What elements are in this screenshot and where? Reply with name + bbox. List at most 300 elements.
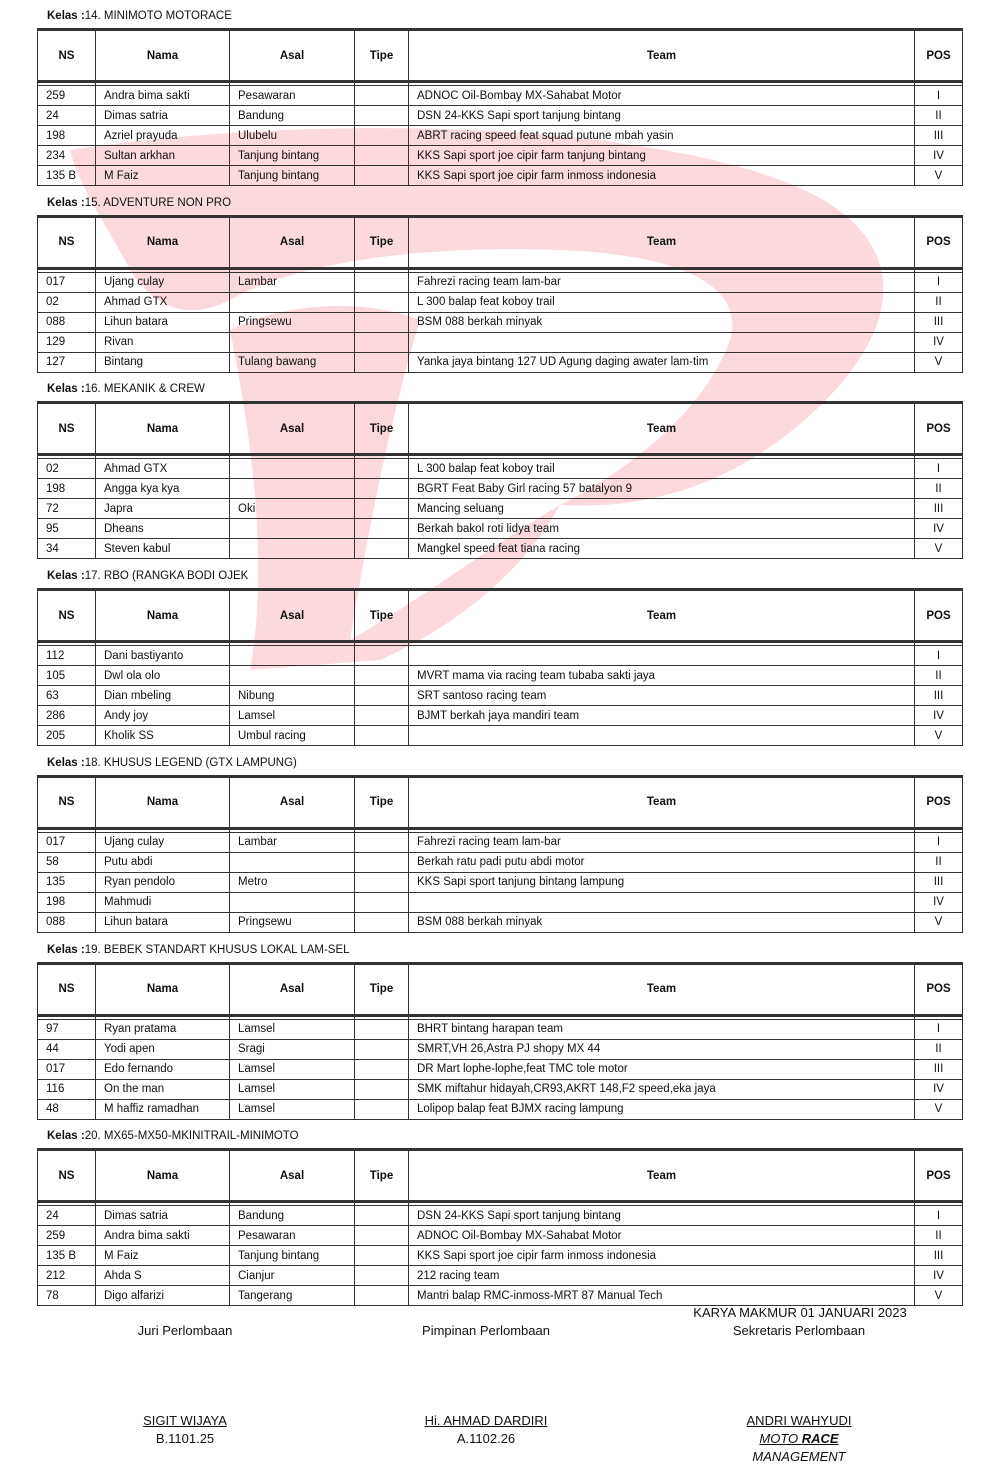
cell-tipe: [355, 706, 409, 726]
header-pos: POS: [915, 1150, 963, 1202]
cell-ns: 58: [38, 852, 96, 872]
cell-pos: V: [915, 539, 963, 559]
kelas-label: Kelas :: [47, 383, 85, 396]
cell-nama: Ujang culay: [96, 832, 230, 852]
cell-ns: 02: [38, 459, 96, 479]
cell-nama: Dwl ola olo: [96, 666, 230, 686]
cell-ns: 135: [38, 872, 96, 892]
cell-nama: Sultan arkhan: [96, 146, 230, 166]
header-team: Team: [409, 1150, 915, 1202]
cell-pos: I: [915, 272, 963, 292]
header-tipe: Tipe: [355, 590, 409, 642]
cell-ns: 127: [38, 352, 96, 372]
header-ns: NS: [38, 1150, 96, 1202]
cell-pos: V: [915, 166, 963, 186]
section-title: [47, 570, 248, 582]
table-row: [38, 332, 963, 352]
cell-tipe: [355, 332, 409, 352]
cell-pos: I: [915, 459, 963, 479]
kelas-name: 20. MX65-MX50-MKINITRAIL-MINIMOTO: [84, 1130, 299, 1143]
cell-asal: Metro: [230, 872, 355, 892]
cell-pos: III: [915, 312, 963, 332]
header-asal: Asal: [230, 216, 355, 268]
table-row: [38, 292, 963, 312]
cell-team: BJMT berkah jaya mandiri team: [409, 706, 915, 726]
kelas-name: 19. BEBEK STANDART KHUSUS LOKAL LAM-SEL: [84, 943, 350, 956]
cell-ns: 198: [38, 479, 96, 499]
cell-ns: 259: [38, 1226, 96, 1246]
cell-team: BGRT Feat Baby Girl racing 57 batalyon 9: [409, 479, 915, 499]
cell-tipe: [355, 539, 409, 559]
header-nama: Nama: [96, 216, 230, 268]
table-row: [38, 706, 963, 726]
cell-asal: Tanjung bintang: [230, 146, 355, 166]
cell-ns: 259: [38, 86, 96, 106]
header-asal: Asal: [230, 403, 355, 455]
cell-asal: [230, 666, 355, 686]
cell-pos: III: [915, 499, 963, 519]
cell-team: KKS Sapi sport tanjung bintang lampung: [409, 872, 915, 892]
header-ns: NS: [38, 590, 96, 642]
cell-nama: Dian mbeling: [96, 686, 230, 706]
cell-nama: Mahmudi: [96, 892, 230, 912]
table-header-row: [38, 216, 963, 268]
cell-nama: Yodi apen: [96, 1039, 230, 1059]
header-tipe: Tipe: [355, 216, 409, 268]
cell-asal: Oki: [230, 499, 355, 519]
cell-team: ADNOC Oil-Bombay MX-Sahabat Motor: [409, 1226, 915, 1246]
cell-tipe: [355, 292, 409, 312]
header-pos: POS: [915, 963, 963, 1015]
table-row: [38, 852, 963, 872]
cell-tipe: [355, 912, 409, 932]
cell-tipe: [355, 312, 409, 332]
cell-tipe: [355, 1039, 409, 1059]
cell-nama: Kholik SS: [96, 726, 230, 746]
header-asal: Asal: [230, 776, 355, 828]
cell-asal: Bandung: [230, 106, 355, 126]
cell-ns: 105: [38, 666, 96, 686]
cell-ns: 02: [38, 292, 96, 312]
cell-team: BSM 088 berkah minyak: [409, 312, 915, 332]
cell-ns: 017: [38, 1059, 96, 1079]
table-row: [38, 666, 963, 686]
cell-asal: Pesawaran: [230, 86, 355, 106]
cell-nama: Putu abdi: [96, 852, 230, 872]
cell-nama: Digo alfarizi: [96, 1286, 230, 1306]
header-team: Team: [409, 30, 915, 82]
cell-pos: III: [915, 1059, 963, 1079]
header-team: Team: [409, 776, 915, 828]
cell-asal: [230, 539, 355, 559]
results-table: [37, 962, 963, 1120]
table-row: [38, 872, 963, 892]
cell-ns: 95: [38, 519, 96, 539]
cell-asal: Lambar: [230, 832, 355, 852]
table-row: [38, 1206, 963, 1226]
kelas-label: Kelas :: [47, 10, 85, 22]
cell-tipe: [355, 1246, 409, 1266]
cell-tipe: [355, 892, 409, 912]
cell-tipe: [355, 1079, 409, 1099]
cell-team: [409, 892, 915, 912]
cell-team: Fahrezi racing team lam-bar: [409, 832, 915, 852]
cell-asal: Cianjur: [230, 1266, 355, 1286]
header-tipe: Tipe: [355, 776, 409, 828]
table-header-row: [38, 1150, 963, 1202]
table-header-row: [38, 403, 963, 455]
cell-asal: Lamsel: [230, 1019, 355, 1039]
cell-tipe: [355, 646, 409, 666]
cell-tipe: [355, 272, 409, 292]
cell-pos: V: [915, 1099, 963, 1119]
cell-ns: 78: [38, 1286, 96, 1306]
cell-nama: Dimas satria: [96, 1206, 230, 1226]
table-row: [38, 832, 963, 852]
cell-pos: II: [915, 666, 963, 686]
cell-pos: I: [915, 86, 963, 106]
table-row: [38, 892, 963, 912]
cell-asal: Tangerang: [230, 1286, 355, 1306]
results-table: [37, 215, 963, 373]
kelas-label: Kelas :: [47, 196, 85, 209]
header-ns: NS: [38, 216, 96, 268]
cell-asal: Tulang bawang: [230, 352, 355, 372]
cell-ns: 205: [38, 726, 96, 746]
cell-nama: Rivan: [96, 332, 230, 352]
cell-tipe: [355, 499, 409, 519]
cell-tipe: [355, 1226, 409, 1246]
cell-nama: Steven kabul: [96, 539, 230, 559]
cell-asal: Lamsel: [230, 706, 355, 726]
cell-tipe: [355, 146, 409, 166]
sekretaris-name: ANDRI WAHYUDI: [746, 1413, 852, 1428]
cell-tipe: [355, 166, 409, 186]
table-row: [38, 1059, 963, 1079]
cell-asal: [230, 892, 355, 912]
table-row: [38, 912, 963, 932]
cell-pos: III: [915, 126, 963, 146]
cell-ns: 48: [38, 1099, 96, 1119]
cell-nama: Azriel prayuda: [96, 126, 230, 146]
cell-ns: 112: [38, 646, 96, 666]
pimpinan-title: Pimpinan Perlombaan: [422, 1323, 550, 1338]
cell-tipe: [355, 479, 409, 499]
cell-asal: [230, 479, 355, 499]
cell-ns: 24: [38, 1206, 96, 1226]
header-ns: NS: [38, 403, 96, 455]
header-pos: POS: [915, 590, 963, 642]
cell-ns: 017: [38, 832, 96, 852]
cell-ns: 135 B: [38, 166, 96, 186]
cell-asal: Umbul racing: [230, 726, 355, 746]
cell-pos: V: [915, 912, 963, 932]
cell-pos: IV: [915, 892, 963, 912]
cell-pos: II: [915, 292, 963, 312]
section-title: [47, 197, 231, 209]
table-row: [38, 1286, 963, 1306]
header-team: Team: [409, 963, 915, 1015]
cell-pos: IV: [915, 146, 963, 166]
table-row: [38, 459, 963, 479]
cell-asal: [230, 292, 355, 312]
section-title: [47, 757, 297, 769]
cell-team: KKS Sapi sport joe cipir farm inmoss indonesia: [409, 166, 915, 186]
header-tipe: Tipe: [355, 403, 409, 455]
cell-asal: Pringsewu: [230, 912, 355, 932]
cell-tipe: [355, 1206, 409, 1226]
table-row: [38, 272, 963, 292]
cell-nama: On the man: [96, 1079, 230, 1099]
table-row: [38, 499, 963, 519]
cell-asal: Lambar: [230, 272, 355, 292]
cell-tipe: [355, 1019, 409, 1039]
header-nama: Nama: [96, 1150, 230, 1202]
cell-pos: IV: [915, 519, 963, 539]
cell-asal: Lamsel: [230, 1079, 355, 1099]
table-row: [38, 312, 963, 332]
cell-team: L 300 balap feat koboy trail: [409, 292, 915, 312]
table-row: [38, 166, 963, 186]
header-team: Team: [409, 590, 915, 642]
sekretaris-title: Sekretaris Perlombaan: [732, 1323, 866, 1338]
cell-ns: 135 B: [38, 1246, 96, 1266]
header-nama: Nama: [96, 963, 230, 1015]
results-table: [37, 588, 963, 746]
results-table: [37, 1148, 963, 1306]
cell-tipe: [355, 832, 409, 852]
table-header-row: [38, 30, 963, 82]
cell-team: 212 racing team: [409, 1266, 915, 1286]
cell-nama: Angga kya kya: [96, 479, 230, 499]
cell-tipe: [355, 1266, 409, 1286]
table-row: [38, 646, 963, 666]
section-title: [47, 1130, 299, 1142]
cell-pos: I: [915, 832, 963, 852]
table-row: [38, 126, 963, 146]
place-date: KARYA MAKMUR 01 JANUARI 2023: [693, 1305, 907, 1320]
cell-team: ABRT racing speed feat squad putune mbah yasin: [409, 126, 915, 146]
cell-pos: V: [915, 1286, 963, 1306]
cell-nama: Dimas satria: [96, 106, 230, 126]
cell-tipe: [355, 1099, 409, 1119]
cell-team: DR Mart lophe-lophe,feat TMC tole motor: [409, 1059, 915, 1079]
cell-tipe: [355, 852, 409, 872]
cell-tipe: [355, 1059, 409, 1079]
cell-team: BSM 088 berkah minyak: [409, 912, 915, 932]
table-row: [38, 86, 963, 106]
header-nama: Nama: [96, 30, 230, 82]
cell-nama: Ryan pratama: [96, 1019, 230, 1039]
juri-id: B.1101.25: [155, 1431, 215, 1446]
header-asal: Asal: [230, 1150, 355, 1202]
cell-ns: 24: [38, 106, 96, 126]
kelas-label: Kelas :: [47, 756, 85, 769]
cell-ns: 63: [38, 686, 96, 706]
cell-ns: 198: [38, 126, 96, 146]
results-table: [37, 28, 963, 186]
cell-nama: Bintang: [96, 352, 230, 372]
cell-team: [409, 726, 915, 746]
cell-team: Mangkel speed feat tiana racing: [409, 539, 915, 559]
header-nama: Nama: [96, 776, 230, 828]
cell-asal: Nibung: [230, 686, 355, 706]
cell-nama: Ahda S: [96, 1266, 230, 1286]
cell-tipe: [355, 726, 409, 746]
cell-nama: M Faiz: [96, 166, 230, 186]
table-row: [38, 686, 963, 706]
cell-team: [409, 332, 915, 352]
kelas-label: Kelas :: [47, 570, 85, 583]
cell-asal: Ulubelu: [230, 126, 355, 146]
cell-tipe: [355, 519, 409, 539]
table-row: [38, 1266, 963, 1286]
table-row: [38, 1099, 963, 1119]
header-tipe: Tipe: [355, 1150, 409, 1202]
cell-asal: [230, 459, 355, 479]
org-management: MANAGEMENT: [752, 1449, 846, 1464]
table-header-row: [38, 590, 963, 642]
juri-title: Juri Perlombaan: [137, 1323, 233, 1338]
cell-team: Fahrezi racing team lam-bar: [409, 272, 915, 292]
cell-asal: [230, 519, 355, 539]
cell-tipe: [355, 86, 409, 106]
cell-pos: II: [915, 1039, 963, 1059]
header-pos: POS: [915, 30, 963, 82]
cell-tipe: [355, 352, 409, 372]
cell-team: [409, 646, 915, 666]
juri-name: SIGIT WIJAYA: [143, 1413, 227, 1428]
cell-asal: Lamsel: [230, 1099, 355, 1119]
cell-nama: Japra: [96, 499, 230, 519]
cell-team: Berkah ratu padi putu abdi motor: [409, 852, 915, 872]
header-team: Team: [409, 216, 915, 268]
kelas-name: 18. KHUSUS LEGEND (GTX LAMPUNG): [84, 756, 297, 769]
cell-asal: Lamsel: [230, 1059, 355, 1079]
cell-nama: Edo fernando: [96, 1059, 230, 1079]
header-asal: Asal: [230, 963, 355, 1015]
cell-team: DSN 24-KKS Sapi sport tanjung bintang: [409, 1206, 915, 1226]
cell-nama: Andy joy: [96, 706, 230, 726]
cell-tipe: [355, 459, 409, 479]
cell-ns: 017: [38, 272, 96, 292]
cell-team: BHRT bintang harapan team: [409, 1019, 915, 1039]
cell-ns: 44: [38, 1039, 96, 1059]
cell-pos: I: [915, 1019, 963, 1039]
table-row: [38, 146, 963, 166]
kelas-name: 14. MINIMOTO MOTORACE: [84, 10, 232, 22]
cell-pos: III: [915, 686, 963, 706]
cell-tipe: [355, 106, 409, 126]
cell-nama: Ahmad GTX: [96, 459, 230, 479]
cell-team: Mantri balap RMC-inmoss-MRT 87 Manual Tech: [409, 1286, 915, 1306]
cell-asal: Tanjung bintang: [230, 1246, 355, 1266]
table-header-row: [38, 776, 963, 828]
header-nama: Nama: [96, 403, 230, 455]
cell-asal: Pringsewu: [230, 312, 355, 332]
cell-nama: Lihun batara: [96, 912, 230, 932]
header-nama: Nama: [96, 590, 230, 642]
cell-pos: IV: [915, 332, 963, 352]
cell-pos: II: [915, 106, 963, 126]
cell-team: DSN 24-KKS Sapi sport tanjung bintang: [409, 106, 915, 126]
header-asal: Asal: [230, 590, 355, 642]
org-race: RACE: [801, 1431, 839, 1446]
cell-team: L 300 balap feat koboy trail: [409, 459, 915, 479]
cell-pos: V: [915, 726, 963, 746]
cell-asal: Pesawaran: [230, 1226, 355, 1246]
cell-nama: Andra bima sakti: [96, 1226, 230, 1246]
cell-nama: Andra bima sakti: [96, 86, 230, 106]
table-row: [38, 352, 963, 372]
cell-team: KKS Sapi sport joe cipir farm inmoss indonesia: [409, 1246, 915, 1266]
cell-pos: III: [915, 872, 963, 892]
cell-pos: II: [915, 852, 963, 872]
kelas-name: 16. MEKANIK & CREW: [84, 383, 205, 396]
section-title: [47, 383, 205, 395]
table-header-row: [38, 963, 963, 1015]
pimpinan-name: Hi. AHMAD DARDIRI: [424, 1413, 548, 1428]
header-team: Team: [409, 403, 915, 455]
cell-asal: [230, 852, 355, 872]
cell-ns: 198: [38, 892, 96, 912]
cell-nama: Dani bastiyanto: [96, 646, 230, 666]
kelas-name: 17. RBO (RANGKA BODI OJEK: [84, 570, 249, 583]
cell-pos: I: [915, 1206, 963, 1226]
header-pos: POS: [915, 403, 963, 455]
cell-pos: IV: [915, 706, 963, 726]
cell-team: Berkah bakol roti lidya team: [409, 519, 915, 539]
kelas-name: 15. ADVENTURE NON PRO: [84, 196, 232, 209]
table-row: [38, 519, 963, 539]
section-title: [47, 10, 232, 22]
cell-tipe: [355, 666, 409, 686]
cell-asal: Sragi: [230, 1039, 355, 1059]
cell-pos: I: [915, 646, 963, 666]
cell-asal: Tanjung bintang: [230, 166, 355, 186]
table-row: [38, 1226, 963, 1246]
cell-ns: 116: [38, 1079, 96, 1099]
cell-pos: II: [915, 1226, 963, 1246]
cell-nama: M haffiz ramadhan: [96, 1099, 230, 1119]
cell-ns: 212: [38, 1266, 96, 1286]
cell-tipe: [355, 686, 409, 706]
cell-team: Lolipop balap feat BJMX racing lampung: [409, 1099, 915, 1119]
cell-asal: Bandung: [230, 1206, 355, 1226]
header-asal: Asal: [230, 30, 355, 82]
cell-pos: II: [915, 479, 963, 499]
cell-nama: Ryan pendolo: [96, 872, 230, 892]
cell-team: MVRT mama via racing team tubaba sakti jaya: [409, 666, 915, 686]
cell-pos: III: [915, 1246, 963, 1266]
header-ns: NS: [38, 776, 96, 828]
cell-nama: Ahmad GTX: [96, 292, 230, 312]
header-tipe: Tipe: [355, 963, 409, 1015]
header-tipe: Tipe: [355, 30, 409, 82]
cell-team: Yanka jaya bintang 127 UD Agung daging awater lam-tim: [409, 352, 915, 372]
cell-nama: Ujang culay: [96, 272, 230, 292]
cell-team: SMRT,VH 26,Astra PJ shopy MX 44: [409, 1039, 915, 1059]
table-row: [38, 1246, 963, 1266]
cell-team: SMK miftahur hidayah,CR93,AKRT 148,F2 speed,eka jaya: [409, 1079, 915, 1099]
cell-pos: IV: [915, 1079, 963, 1099]
table-row: [38, 1039, 963, 1059]
results-table: [37, 401, 963, 559]
cell-nama: Lihun batara: [96, 312, 230, 332]
cell-ns: 286: [38, 706, 96, 726]
cell-ns: 34: [38, 539, 96, 559]
org-name: [709, 1431, 889, 1446]
